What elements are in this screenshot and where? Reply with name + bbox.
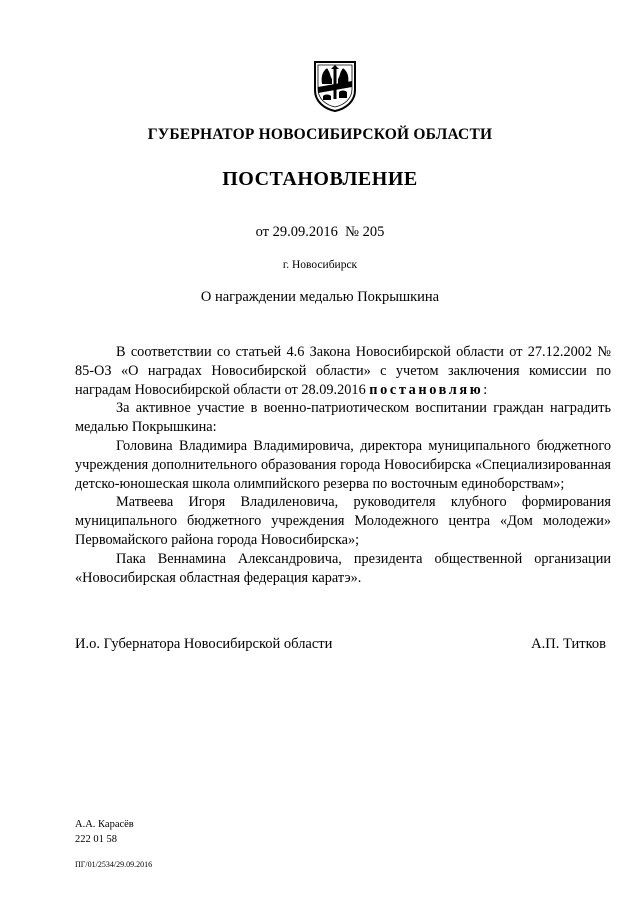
executor-phone: 222 01 58: [75, 834, 117, 845]
document-body: [75, 343, 611, 587]
body-paragraph-awardee-2: Матвеева Игоря Владиленовича, руководителя клубного формирования муниципального бюджетного учреждения Молодежного центра «Дом молодежи» Первомайского района города Новосибирска»;: [75, 494, 611, 548]
preamble-colon: :: [483, 381, 488, 398]
preamble-text: В соответствии со статьей 4.6 Закона Новосибирской области от 27.12.2002 № 85-ОЗ «О наградах Новосибирской области» с учетом заключения комиссии по наградам Новосибирской области от 28.09.2016: [75, 344, 611, 398]
document-city: г. Новосибирск: [282, 259, 358, 271]
coat-of-arms-icon: [313, 60, 357, 112]
document-subject: О награждении медалью Покрышкина: [200, 289, 440, 305]
signatory-name: А.П. Титков: [531, 636, 606, 652]
document-code: ПГ/01/2534/29.09.2016: [75, 860, 153, 869]
executor-name: А.А. Карасёв: [75, 819, 134, 830]
authority-title: ГУБЕРНАТОР НОВОСИБИРСКОЙ ОБЛАСТИ: [147, 126, 493, 143]
document-date-number: от 29.09.2016 № 205: [255, 224, 385, 240]
signatory-position: И.о. Губернатора Новосибирской области: [75, 636, 333, 652]
body-paragraph-awardee-3: Пака Веннамина Александровича, президента общественной организации «Новосибирская областная федерация каратэ».: [75, 550, 611, 586]
body-paragraph-awardee-1: Головина Владимира Владимировича, директора муниципального бюджетного учреждения дополнительного образования города Новосибирска «Специализированная детско-юношеская школа олимпийского резерва по восточным единоборствам»;: [75, 437, 611, 492]
body-paragraph-award: За активное участие в военно-патриотическом воспитании граждан наградить медалью Покрышкина:: [75, 400, 611, 436]
resolution-word: постановляю: [369, 381, 484, 398]
body-paragraph-preamble: [75, 343, 611, 399]
document-type-title: ПОСТАНОВЛЕНИЕ: [222, 168, 418, 190]
